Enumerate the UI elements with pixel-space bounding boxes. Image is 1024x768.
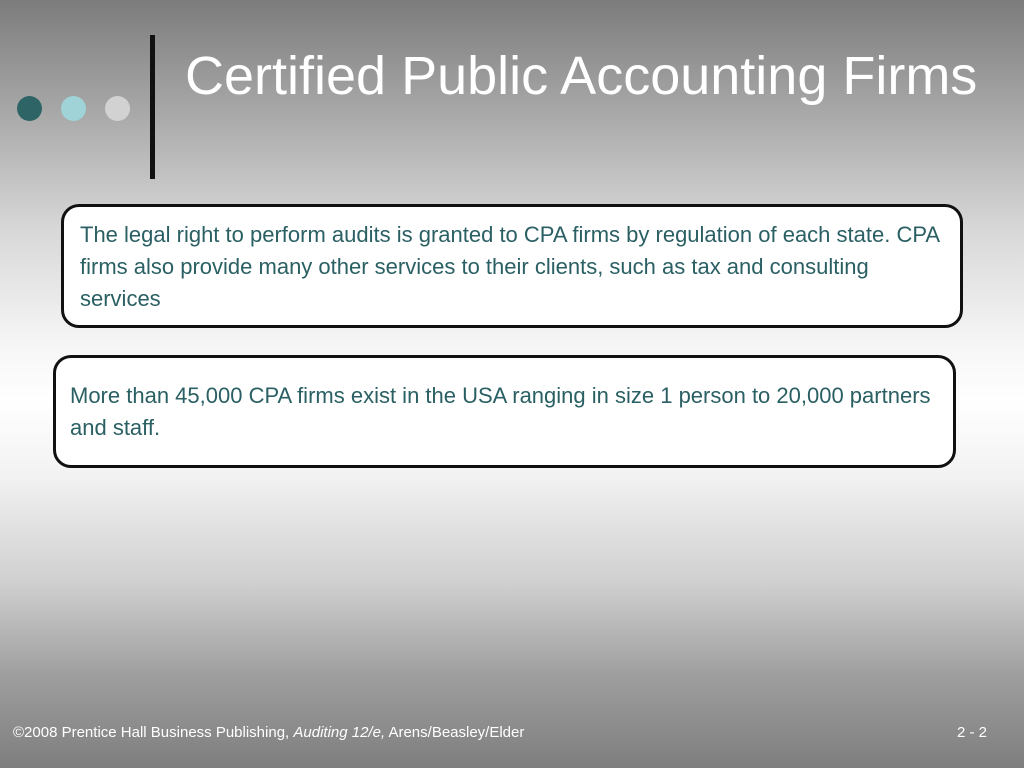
text-box-firm-count-text: More than 45,000 CPA firms exist in the USA ranging in size 1 person to 20,000 partners and staff. [70, 383, 931, 440]
slide-page-number: 2 - 2 [956, 724, 987, 741]
gray-dot-icon [105, 96, 130, 121]
light-teal-dot-icon [61, 96, 86, 121]
footer-authors: Arens/Beasley/Elder [385, 724, 525, 741]
footer-copyright: ©2008 Prentice Hall Business Publishing, [13, 724, 294, 741]
decorative-dots [17, 95, 149, 121]
text-box-firm-count [53, 355, 956, 468]
dark-teal-dot-icon [17, 96, 42, 121]
text-box-legal-right-text: The legal right to perform audits is granted to CPA firms by regulation of each state. CPA firms also provide many other services to their clients, such as tax and consulting services [80, 222, 939, 311]
footer-citation [13, 724, 524, 741]
slide-title: Certified Public Accounting Firms [185, 46, 978, 106]
text-box-legal-right [61, 204, 963, 328]
footer-book-title: Auditing 12/e, [293, 724, 386, 741]
title-divider-bar [150, 35, 155, 179]
